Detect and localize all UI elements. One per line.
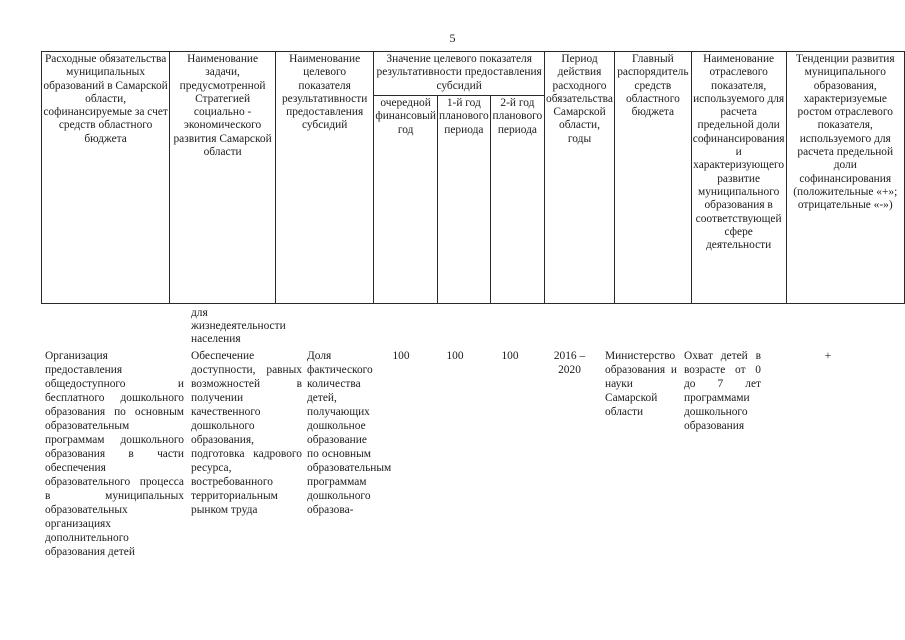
cell-indicator: Доля фактического количества детей, получающих дошкольное образование по основным образовательным программам дошкольного образова- (307, 350, 392, 516)
cell-administrator: Министерство образования и науки Самарской области (605, 350, 677, 418)
header-plan-year-2: 2-й год планового периода (490, 96, 544, 304)
cell-value-current-year: 100 (392, 350, 410, 362)
header-trend: Тенденции развития муниципального образования, характеризуемые ростом отраслевого показателя, используемого для расчета предельной доли софинансирования (положительные «+»; отрицательные «-») (786, 52, 905, 304)
header-sector-indicator: Наименование отраслевого показателя, используемого для расчета предельной доли софинансирования и характеризующего развитие муниципального образования в соответствующей сфере деятельности (691, 52, 786, 304)
header-table (41, 51, 905, 304)
cell-obligation: Организация предоставления общедоступного и бесплатного дошкольного образования по основным образовательным программам дошкольного образования в части обеспечения образовательного процесса в муниципальных образовательных организациях дополнительного образования детей (45, 350, 184, 558)
header-plan-year-1: 1-й год планового периода (437, 96, 490, 304)
cell-task: Обеспечение доступности, равных возможностей в получении качественного дошкольного образования, подготовка кадрового ресурса, востребованного территориальным рынком труда (191, 350, 302, 516)
header-current-year: очередной финансовый год (374, 96, 438, 304)
cell-value-plan-year-1: 100 (446, 350, 464, 362)
header-obligations: Расходные обязательства муниципальных образований в Самарской области, софинансируемые за счет средств областного бюджета (42, 52, 170, 304)
header-administrator: Главный распорядитель средств областного бюджета (614, 52, 691, 304)
cell-trend: + (824, 350, 832, 362)
header-task: Наименование задачи, предусмотренной Стратегией социально - экономического развития Самарской области (170, 52, 276, 304)
page-number: 5 (449, 31, 456, 45)
header-period: Период действия расходного обязательства Самарской области, годы (545, 52, 615, 304)
cell-period: 2016 – 2020 (553, 350, 586, 376)
cell-value-plan-year-2: 100 (501, 350, 519, 362)
cell-sector-indicator: Охват детей в возрасте от 0 до 7 лет программами дошкольного образования (684, 350, 761, 432)
continuation-text: для жизнедеятельности населения (191, 307, 286, 345)
header-indicator: Наименование целевого показателя результативности предоставления субсидий (275, 52, 373, 304)
header-target-values: Значение целевого показателя результативности предоставления субсидий (374, 52, 545, 96)
